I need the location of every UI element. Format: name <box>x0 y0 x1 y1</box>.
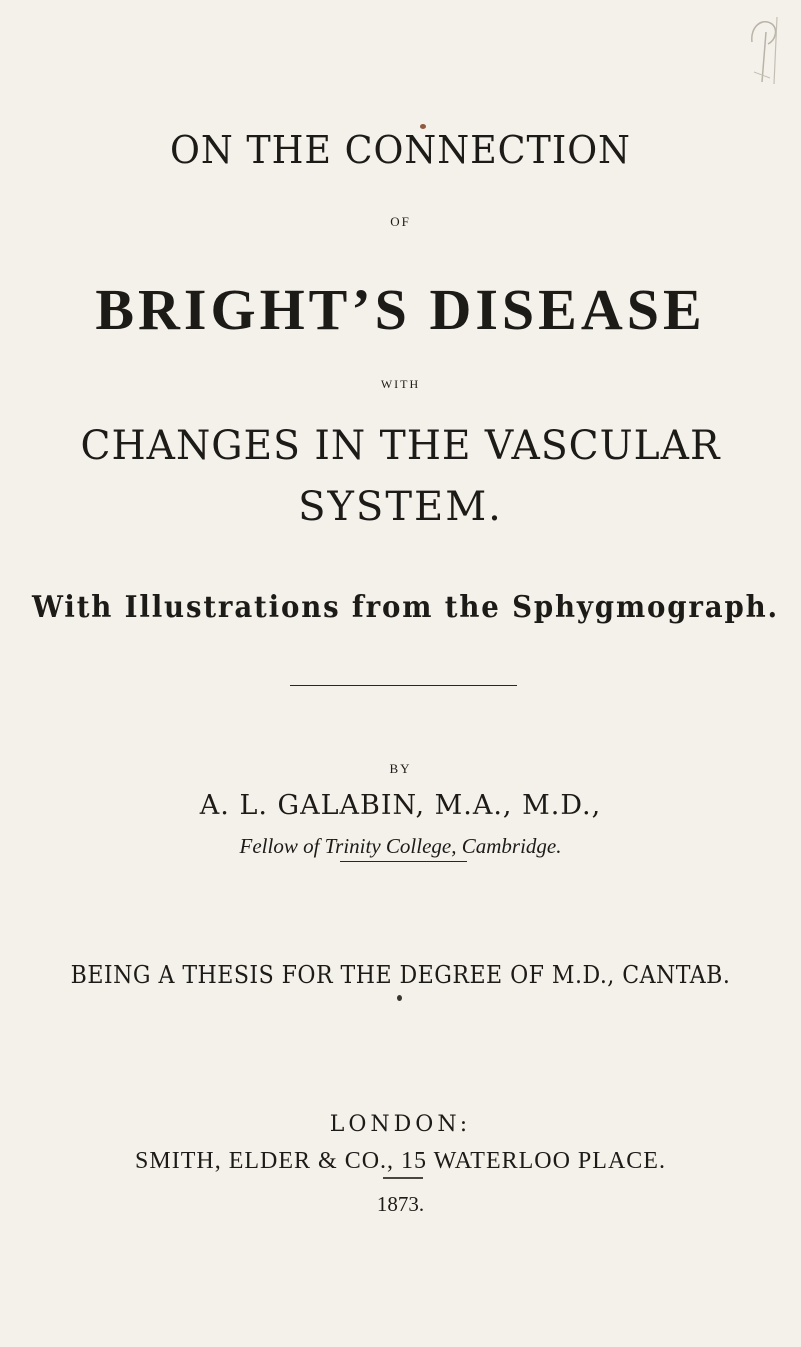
author-affiliation: Fellow of Trinity College, Cambridge. <box>239 834 562 858</box>
ink-spot <box>397 995 402 1001</box>
author-name: A. L. GALABIN, M.A., M.D., <box>199 790 602 821</box>
thesis-statement: BEING A THESIS FOR THE DEGREE OF M.D., CANTAB. <box>70 961 731 989</box>
connector-by: BY <box>389 761 412 776</box>
pencil-mark-icon <box>722 2 792 92</box>
connector-with: WITH <box>380 377 421 391</box>
title-line-4: SYSTEM. <box>298 484 503 530</box>
title-line-3: CHANGES IN THE VASCULAR <box>80 423 721 469</box>
title-line-2: BRIGHT’S DISEASE <box>95 277 706 342</box>
imprint-year: 1873. <box>376 1192 425 1216</box>
imprint-place: LONDON: <box>329 1112 472 1137</box>
connector-of: OF <box>390 214 411 229</box>
illustrations-subtitle: With Illustrations from the Sphygmograph. <box>32 590 779 625</box>
divider-rule <box>340 861 467 862</box>
title-line-1: ON THE CONNECTION <box>170 128 631 172</box>
divider-rule <box>290 685 517 686</box>
imprint-dash <box>383 1177 423 1179</box>
imprint-publisher: SMITH, ELDER & CO., 15 WATERLOO PLACE. <box>135 1148 666 1174</box>
